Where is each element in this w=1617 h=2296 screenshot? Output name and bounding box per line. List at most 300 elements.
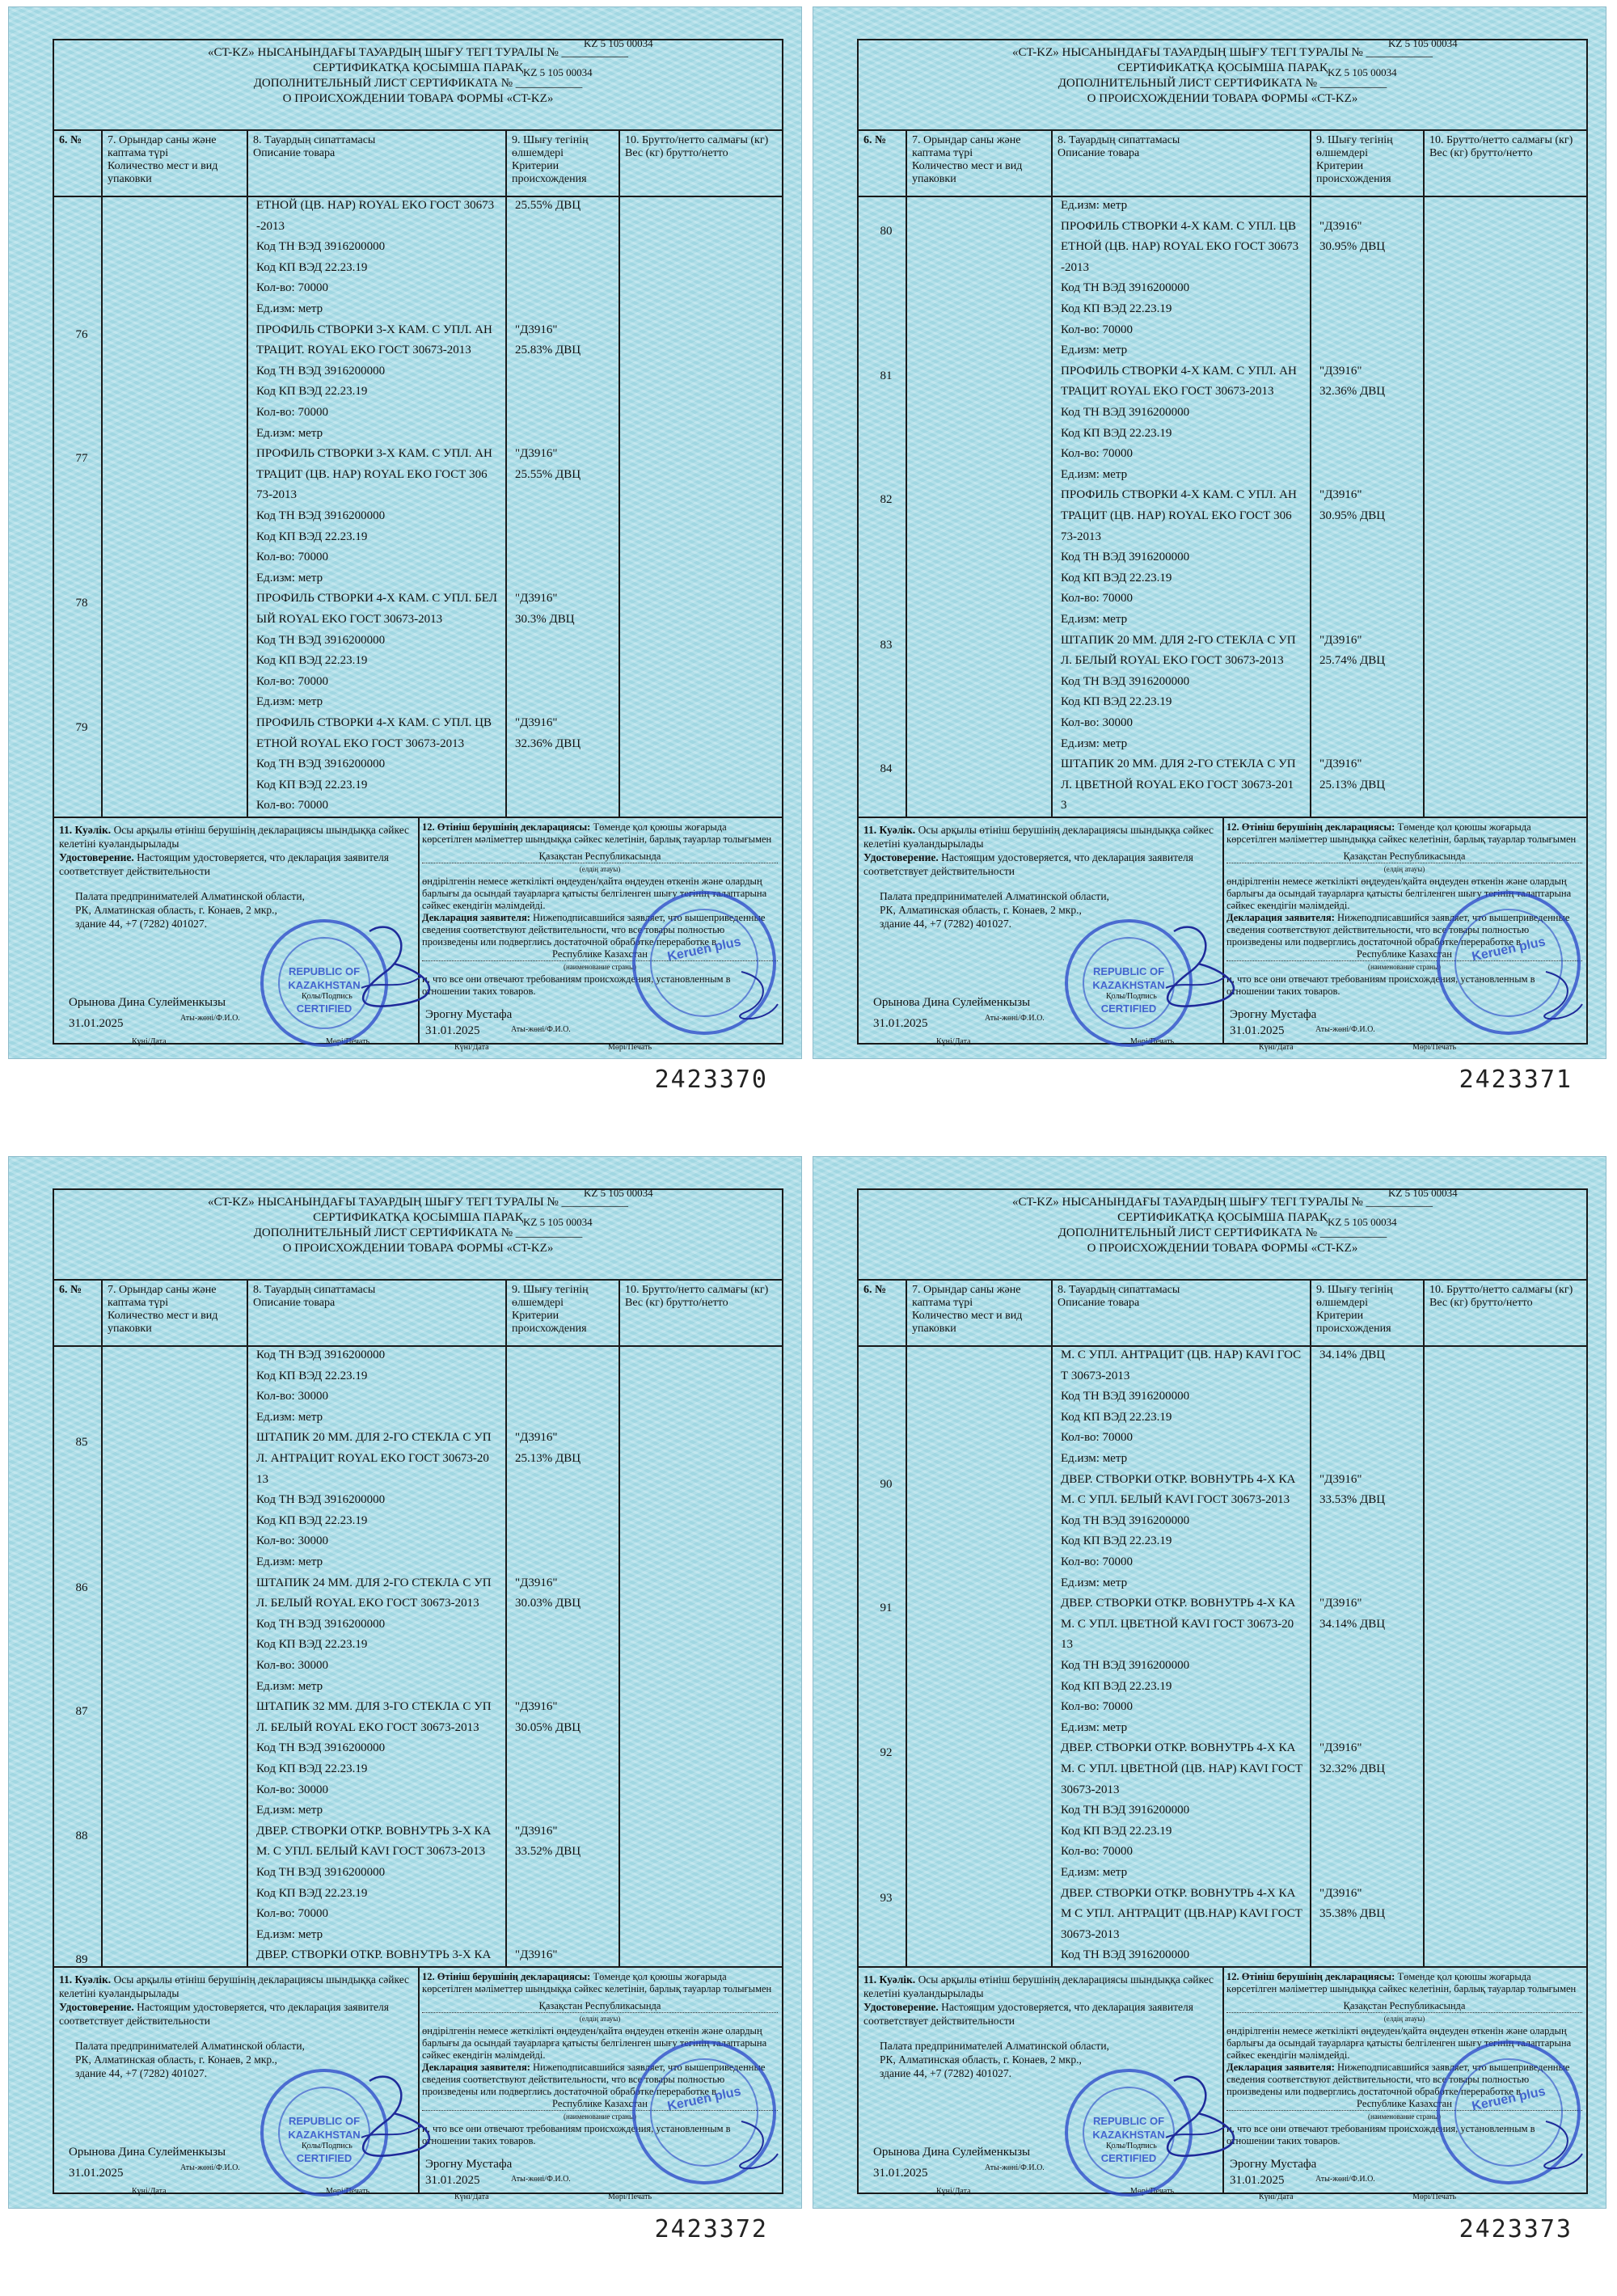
item-description: Код КП ВЭД 22.23.19 — [1061, 1534, 1172, 1548]
sheet-serial-number: 2423370 — [654, 1066, 768, 1094]
origin-criteria: 32.32% ДВЦ — [1319, 1762, 1386, 1775]
item-description: Кол-во: 30000 — [256, 1659, 328, 1672]
table-row — [54, 1863, 782, 1883]
table-row — [859, 361, 1586, 382]
origin-criteria: "Д3916" — [1319, 758, 1362, 771]
sheet-serial-number: 2423373 — [1459, 2215, 1573, 2243]
item-number: 80 — [880, 224, 893, 238]
item-description: ШТАПИК 24 ММ. ДЛЯ 2-ГО СТЕКЛА С УП — [256, 1576, 492, 1589]
table-row — [859, 1573, 1586, 1593]
table-row — [54, 1386, 782, 1407]
table-row — [54, 444, 782, 464]
applicant-stamp-label: Мөрі/Печать — [1412, 2193, 1456, 2201]
table-row — [54, 278, 782, 298]
country-kz-hint: (елдің атауы) — [1383, 865, 1425, 873]
form-footer — [859, 1966, 1586, 2201]
title-ru: ДОПОЛНИТЕЛЬНЫЙ ЛИСТ СЕРТИФИКАТА № ___________ — [1058, 1226, 1387, 1239]
box-12-text-kz-2: өндірілгенін немесе жеткілікті өңдеуден/қайта өңдеуден өткенін және олардың барлығы да осындай тауарларға қатысты белгіленген шығу тегінің талаптарына сәйкес екендігін мәлімдейді. — [422, 2025, 767, 2061]
item-description: ШТАПИК 32 ММ. ДЛЯ 3-ГО СТЕКЛА С УП — [256, 1700, 492, 1714]
country-ru-hint: (наименование страны) — [563, 963, 637, 971]
form-frame — [857, 37, 1588, 1052]
applicant-name: Эрогну Мустафа — [425, 1008, 513, 1021]
form-footer — [54, 817, 782, 1052]
item-description: ДВЕР. СТВОРКИ ОТКР. ВОВНУТРЬ 4-Х КА — [1061, 1472, 1296, 1486]
title-kz: «CT-KZ» НЫСАНЫНДАҒЫ ТАУАРДЫҢ ШЫҒУ ТЕГІ ТУРАЛЫ № ___________ — [207, 46, 629, 59]
issuer-signature — [345, 915, 434, 1020]
item-description: -2013 — [256, 219, 285, 233]
table-row — [54, 651, 782, 671]
table-row — [859, 1345, 1586, 1365]
item-description: М. С УПЛ. БЕЛЫЙ KAVI ГОСТ 30673-2013 — [1061, 1493, 1290, 1507]
country-ru: Республике Казахстан — [422, 2098, 778, 2111]
item-description: Ед.изм: метр — [1061, 736, 1128, 750]
item-description: Код КП ВЭД 22.23.19 — [256, 385, 368, 399]
table-row — [859, 651, 1586, 671]
goods-table-body — [859, 1345, 1586, 1966]
box-12-title: 12. Өтініш берушінің декларациясы: — [1226, 821, 1395, 833]
item-description: ДВЕР. СТВОРКИ ОТКР. ВОВНУТРЬ 3-Х КА — [256, 1948, 492, 1962]
box-12-text-kz: Төменде қол қоюшы жоғарыда көрсетілген мәліметтер шындыққа сәйкес келетінін, барлық тауарлар толығымен — [1226, 821, 1577, 845]
origin-criteria: 25.83% ДВЦ — [515, 344, 581, 357]
table-row — [54, 1904, 782, 1924]
chamber-line-1: Палата предпринимателей Алматинской области, — [880, 890, 1109, 902]
subtitle-kz: СЕРТИФИКАТҚА ҚОСЫМША ПАРАҚ — [1117, 61, 1328, 74]
chamber-stamp-text: REPUBLIC OF KAZAKHSTAN — [288, 965, 361, 991]
chamber-stamp-certified: CERTIFIED — [1100, 2152, 1157, 2164]
item-description: Код КП ВЭД 22.23.19 — [256, 1638, 368, 1652]
table-row — [859, 1677, 1586, 1697]
item-description: Л. АНТРАЦИТ ROYAL EKO ГОСТ 30673-20 — [256, 1452, 489, 1465]
origin-criteria: "Д3916" — [515, 447, 558, 461]
item-description: Код КП ВЭД 22.23.19 — [256, 1762, 368, 1775]
issuer-name-label: Аты-жөні/Ф.И.О. — [985, 1014, 1045, 1023]
box-12-text-ru: Нижеподписавшийся заявляет, что вышеприведенные сведения соответствуют действительности, что все товары полностью произведены или подверглись достаточной обработке/переработке в — [422, 912, 766, 948]
subtitle-kz: СЕРТИФИКАТҚА ҚОСЫМША ПАРАҚ — [313, 61, 523, 74]
table-row — [54, 485, 782, 505]
table-row — [859, 1408, 1586, 1428]
table-row — [54, 424, 782, 444]
table-row — [859, 465, 1586, 485]
applicant-name: Эрогну Мустафа — [425, 2158, 513, 2171]
chamber-line-3: здание 44, +7 (7282) 401027. — [880, 2067, 1011, 2079]
origin-criteria: 33.53% ДВЦ — [1319, 1493, 1386, 1507]
issuer-signature — [345, 2065, 434, 2170]
cert-number-a: KZ 5 105 00034 — [584, 37, 653, 49]
item-description: М. С УПЛ. АНТРАЦИТ (ЦВ. НАР) KAVI ГОС — [1061, 1348, 1302, 1361]
applicant-name-label: Аты-жөні/Ф.И.О. — [1315, 2175, 1375, 2184]
goods-table-body — [859, 196, 1586, 817]
table-row — [859, 672, 1586, 692]
form-header — [859, 1187, 1586, 1279]
table-row — [859, 1366, 1586, 1386]
certificate-sheet — [813, 6, 1605, 1134]
subtitle-ru: О ПРОИСХОЖДЕНИИ ТОВАРА ФОРМЫ «CT-KZ» — [1087, 1242, 1358, 1255]
applicant-date-label: Күні/Дата — [454, 1043, 489, 1052]
origin-criteria: "Д3916" — [1319, 1597, 1362, 1610]
box-11-title: 11. Куәлік. — [863, 1973, 916, 1986]
issue-date-label: Күні/Дата — [132, 2187, 167, 2196]
table-row — [859, 320, 1586, 340]
col-description-label: 8. Тауардың сипаттамасы Описание товара — [1058, 134, 1180, 159]
table-row — [859, 1925, 1586, 1945]
col-criteria-label: 9. Шығу тегінің өлшемдері Критерии происхождения — [1316, 134, 1393, 185]
title-ru: ДОПОЛНИТЕЛЬНЫЙ ЛИСТ СЕРТИФИКАТА № ___________ — [253, 77, 583, 90]
item-description: Кол-во: 30000 — [256, 1783, 328, 1796]
table-row — [859, 1531, 1586, 1551]
form-header — [54, 37, 782, 129]
box-11-title-ru: Удостоверение. — [863, 2001, 939, 2013]
item-description: ЫЙ ROYAL EKO ГОСТ 30673-2013 — [256, 613, 443, 626]
subtitle-kz: СЕРТИФИКАТҚА ҚОСЫМША ПАРАҚ — [313, 1211, 523, 1224]
col-number-label: 6. № — [59, 1284, 82, 1296]
item-description: 3 — [1061, 799, 1067, 812]
table-row — [859, 527, 1586, 547]
chamber-stamp-text: REPUBLIC OF KAZAKHSTAN — [1092, 965, 1165, 991]
subtitle-ru: О ПРОИСХОЖДЕНИИ ТОВАРА ФОРМЫ «CT-KZ» — [282, 1242, 554, 1255]
table-row — [859, 713, 1586, 733]
sheet-serial-number: 2423372 — [654, 2215, 768, 2243]
item-description: Ед.изм: метр — [1061, 1866, 1128, 1879]
applicant-stamp-text: Keruen plus — [1471, 935, 1547, 964]
box-12-title: 12. Өтініш берушінің декларациясы: — [1226, 1971, 1395, 1982]
table-row — [54, 1552, 782, 1572]
table-row — [54, 1511, 782, 1531]
origin-criteria: "Д3916" — [1319, 1886, 1362, 1900]
item-description: Л. БЕЛЫЙ ROYAL EKO ГОСТ 30673-2013 — [1061, 654, 1284, 668]
table-row — [859, 217, 1586, 237]
table-row — [859, 734, 1586, 754]
table-row — [859, 506, 1586, 526]
item-description: 30673-2013 — [1061, 1927, 1120, 1941]
origin-criteria: 25.55% ДВЦ — [515, 467, 581, 481]
table-row — [859, 1904, 1586, 1924]
table-row — [859, 1800, 1586, 1821]
box-12-text-ru-end: и, что все они отвечают требованиям происхождения, установленным в отношении таких товаров. — [422, 973, 731, 997]
table-row — [859, 258, 1586, 278]
item-number: 77 — [75, 452, 88, 466]
country-kz: Қазақстан Республикасында — [422, 2000, 778, 2013]
stamp-label: Мөрі/Печать — [1130, 2187, 1174, 2196]
cert-number-b: KZ 5 105 00034 — [523, 66, 593, 78]
origin-criteria: "Д3916" — [515, 1948, 558, 1962]
column-headers — [54, 1279, 782, 1347]
origin-criteria: "Д3916" — [515, 1824, 558, 1838]
table-row — [859, 692, 1586, 712]
table-row — [54, 672, 782, 692]
table-row — [859, 631, 1586, 651]
item-description: 13 — [256, 1472, 268, 1486]
chamber-stamp-certified: CERTIFIED — [296, 1002, 353, 1015]
table-row — [54, 1490, 782, 1510]
item-description: Кол-во: 70000 — [1061, 447, 1133, 461]
applicant-stamp-text: Keruen plus — [666, 935, 742, 964]
item-description: ПРОФИЛЬ СТВОРКИ 4-Х КАМ. С УПЛ. АН — [1061, 488, 1297, 502]
table-row — [54, 1449, 782, 1469]
cert-number-b: KZ 5 105 00034 — [1328, 1216, 1397, 1228]
issue-date-label: Күні/Дата — [936, 2187, 971, 2196]
col-packages-label: 7. Орындар саны және каптама түрі Количество мест и вид упаковки — [912, 134, 1023, 185]
table-row — [859, 444, 1586, 464]
origin-criteria: "Д3916" — [1319, 633, 1362, 647]
item-description: ШТАПИК 20 ММ. ДЛЯ 2-ГО СТЕКЛА С УП — [256, 1431, 492, 1445]
issuer-name: Орынова Дина Сулейменкызы — [69, 996, 226, 1009]
box-12-title-ru: Декларация заявителя: — [1226, 912, 1335, 923]
item-description: М С УПЛ. АНТРАЦИТ (ЦВ.НАР) KAVI ГОСТ — [1061, 1907, 1302, 1921]
issuer-name-label: Аты-жөні/Ф.И.О. — [180, 2163, 240, 2172]
item-description: Кол-во: 30000 — [1061, 716, 1133, 729]
table-row — [54, 1759, 782, 1779]
table-row — [54, 1635, 782, 1655]
item-description: Код КП ВЭД 22.23.19 — [256, 530, 368, 543]
item-description: Л. БЕЛЫЙ ROYAL EKO ГОСТ 30673-2013 — [256, 1720, 479, 1734]
origin-criteria: "Д3916" — [515, 1576, 558, 1589]
certificate-sheet — [8, 6, 800, 1134]
country-kz-hint: (елдің атауы) — [1383, 2015, 1425, 2023]
table-row — [54, 1593, 782, 1614]
table-row — [54, 299, 782, 319]
sign-label: Қолы/Подпись — [302, 2142, 353, 2150]
item-description: ТРАЦИТ (ЦВ. НАР) ROYAL EKO ГОСТ 306 — [256, 467, 488, 481]
item-description: Кол-во: 70000 — [256, 406, 328, 419]
table-row — [859, 485, 1586, 505]
country-ru-hint: (наименование страны) — [1367, 963, 1442, 971]
item-description: Код ТН ВЭД 3916200000 — [256, 364, 386, 378]
title-kz: «CT-KZ» НЫСАНЫНДАҒЫ ТАУАРДЫҢ ШЫҒУ ТЕГІ ТУРАЛЫ № ___________ — [207, 1196, 629, 1209]
box-11-title-ru: Удостоверение. — [59, 851, 134, 863]
applicant-stamp-label: Мөрі/Печать — [608, 1043, 652, 1052]
box-11-title: 11. Куәлік. — [59, 824, 112, 836]
item-description: ПРОФИЛЬ СТВОРКИ 4-Х КАМ. С УПЛ. БЕЛ — [256, 592, 497, 606]
item-description: 30673-2013 — [1061, 1783, 1120, 1796]
col-description-label: 8. Тауардың сипаттамасы Описание товара — [253, 1284, 376, 1309]
issue-date: 31.01.2025 — [69, 1017, 124, 1030]
item-description: ДВЕР. СТВОРКИ ОТКР. ВОВНУТРЬ 4-Х КА — [1061, 1741, 1296, 1755]
table-row — [54, 796, 782, 816]
table-row — [54, 610, 782, 630]
form-footer — [859, 817, 1586, 1052]
item-description: Л. ЦВЕТНОЙ ROYAL EKO ГОСТ 30673-201 — [1061, 778, 1294, 791]
table-row — [54, 1408, 782, 1428]
box-11-text-kz: Осы арқылы өтініш берушінің декларациясы шындыққа сәйкес келетіні куәландырылады — [863, 824, 1214, 850]
table-row — [54, 1945, 782, 1965]
form-header — [859, 37, 1586, 129]
origin-criteria: 32.36% ДВЦ — [515, 736, 581, 750]
applicant-date: 31.01.2025 — [425, 1024, 480, 1037]
origin-criteria: "Д3916" — [515, 716, 558, 729]
item-description: ЕТНОЙ (ЦВ. НАР) ROYAL EKO ГОСТ 30673 — [1061, 240, 1299, 254]
table-row — [54, 1656, 782, 1676]
table-row — [859, 568, 1586, 589]
item-description: Кол-во: 70000 — [1061, 592, 1133, 606]
chamber-line-3: здание 44, +7 (7282) 401027. — [75, 2067, 207, 2079]
column-headers — [54, 129, 782, 197]
item-description: ПРОФИЛЬ СТВОРКИ 3-Х КАМ. С УПЛ. АН — [256, 323, 492, 336]
box-12-text-kz-2: өндірілгенін немесе жеткілікті өңдеуден/қайта өңдеуден өткенін және олардың барлығы да осындай тауарларға қатысты белгіленген шығу тегінің талаптарына сәйкес екендігін мәлімдейді. — [1226, 876, 1572, 911]
col-number-label: 6. № — [863, 134, 887, 146]
table-row — [54, 403, 782, 423]
item-number: 85 — [75, 1436, 88, 1450]
item-description: М. С УПЛ. БЕЛЫЙ KAVI ГОСТ 30673-2013 — [256, 1845, 486, 1859]
country-ru-hint: (наименование страны) — [1367, 2112, 1442, 2121]
sign-label: Қолы/Подпись — [1106, 2142, 1157, 2150]
col-weight-label: 10. Брутто/нетто салмағы (кг) Вес (кг) брутто/нетто — [625, 134, 769, 159]
box-12-text-ru: Нижеподписавшийся заявляет, что вышеприведенные сведения соответствуют действительности, что все товары полностью произведены или подверглись достаточной обработке/переработке в — [1226, 912, 1570, 948]
table-row — [54, 1614, 782, 1635]
item-description: М. С УПЛ. ЦВЕТНОЙ KAVI ГОСТ 30673-20 — [1061, 1617, 1294, 1631]
item-description: Код ТН ВЭД 3916200000 — [256, 1866, 386, 1879]
subtitle-kz: СЕРТИФИКАТҚА ҚОСЫМША ПАРАҚ — [1117, 1211, 1328, 1224]
certificate-sheet — [8, 1156, 800, 2284]
item-description: ШТАПИК 20 ММ. ДЛЯ 2-ГО СТЕКЛА С УП — [1061, 758, 1296, 771]
item-description: Ед.изм: метр — [256, 1555, 323, 1568]
item-description: Кол-во: 70000 — [1061, 323, 1133, 336]
form-header — [54, 1187, 782, 1279]
table-row — [54, 196, 782, 216]
table-row — [859, 1884, 1586, 1904]
table-row — [54, 1842, 782, 1862]
item-description: ТРАЦИТ ROYAL EKO ГОСТ 30673-2013 — [1061, 385, 1274, 399]
form-footer — [54, 1966, 782, 2201]
item-description: Ед.изм: метр — [1061, 613, 1128, 626]
origin-criteria: 33.52% ДВЦ — [515, 1845, 581, 1859]
form-frame — [53, 1187, 783, 2201]
table-row — [859, 424, 1586, 444]
table-row — [54, 547, 782, 568]
item-description: Код ТН ВЭД 3916200000 — [1061, 551, 1190, 564]
item-description: Ед.изм: метр — [256, 571, 323, 585]
chamber-line-3: здание 44, +7 (7282) 401027. — [75, 918, 207, 930]
chamber-line-1: Палата предпринимателей Алматинской области, — [75, 2040, 305, 2052]
issue-date: 31.01.2025 — [873, 2167, 928, 2180]
table-row — [54, 1573, 782, 1593]
box-12-text-kz-2: өндірілгенін немесе жеткілікті өңдеуден/қайта өңдеуден өткенін және олардың барлығы да осындай тауарларға қатысты белгіленген шығу тегінің талаптарына сәйкес екендігін мәлімдейді. — [1226, 2025, 1572, 2061]
item-description: Код КП ВЭД 22.23.19 — [256, 778, 368, 791]
table-row — [54, 237, 782, 257]
chamber-line-1: Палата предпринимателей Алматинской области, — [75, 890, 305, 902]
item-description: Код ТН ВЭД 3916200000 — [1061, 1948, 1190, 1962]
item-description: ДВЕР. СТВОРКИ ОТКР. ВОВНУТРЬ 3-Х КА — [256, 1824, 492, 1838]
item-description: Код ТН ВЭД 3916200000 — [1061, 1659, 1190, 1672]
table-row — [54, 713, 782, 733]
table-row — [54, 258, 782, 278]
table-row — [54, 1697, 782, 1717]
item-description: Ед.изм: метр — [256, 426, 323, 440]
table-row — [859, 1697, 1586, 1717]
applicant-name-label: Аты-жөні/Ф.И.О. — [511, 2175, 571, 2184]
applicant-signature — [733, 964, 782, 1028]
item-description: ПРОФИЛЬ СТВОРКИ 4-Х КАМ. С УПЛ. ЦВ — [1061, 219, 1296, 233]
chamber-stamp-certified: CERTIFIED — [1100, 1002, 1157, 1015]
table-row — [859, 403, 1586, 423]
issuer-name-label: Аты-жөні/Ф.И.О. — [180, 1014, 240, 1023]
item-description: Кол-во: 30000 — [256, 1390, 328, 1403]
item-description: Кол-во: 70000 — [1061, 1845, 1133, 1859]
box-12-text-ru-end: и, что все они отвечают требованиям происхождения, установленным в отношении таких товаров. — [422, 2123, 731, 2146]
item-description: Код КП ВЭД 22.23.19 — [256, 654, 368, 668]
cert-number-a: KZ 5 105 00034 — [1388, 1187, 1458, 1199]
box-11-title-ru: Удостоверение. — [863, 851, 939, 863]
col-weight-label: 10. Брутто/нетто салмағы (кг) Вес (кг) брутто/нетто — [1429, 134, 1573, 159]
applicant-signature — [1538, 2113, 1586, 2178]
box-12-text-kz-2: өндірілгенін немесе жеткілікті өңдеуден/қайта өңдеуден өткенін және олардың барлығы да осындай тауарларға қатысты белгіленген шығу тегінің талаптарына сәйкес екендігін мәлімдейді. — [422, 876, 767, 911]
table-row — [54, 340, 782, 361]
col-packages-label: 7. Орындар саны және каптама түрі Количество мест и вид упаковки — [912, 1284, 1023, 1335]
item-description: Код КП ВЭД 22.23.19 — [256, 1886, 368, 1900]
table-row — [54, 361, 782, 382]
item-description: ПРОФИЛЬ СТВОРКИ 4-Х КАМ. С УПЛ. АН — [1061, 364, 1297, 378]
form-frame — [857, 1187, 1588, 2201]
item-number: 82 — [880, 493, 893, 507]
item-description: Код ТН ВЭД 3916200000 — [256, 240, 386, 254]
applicant-signature — [733, 2113, 782, 2178]
item-number: 79 — [75, 721, 88, 734]
table-row — [859, 278, 1586, 298]
item-description: ЕТНОЙ (ЦВ. НАР) ROYAL EKO ГОСТ 30673 — [256, 199, 495, 212]
origin-criteria: "Д3916" — [515, 1700, 558, 1714]
country-ru-hint: (наименование страны) — [563, 2112, 637, 2121]
box-11-title: 11. Куәлік. — [863, 824, 916, 836]
column-headers — [859, 1279, 1586, 1347]
issue-date-label: Күні/Дата — [132, 1037, 167, 1046]
col-description-label: 8. Тауардың сипаттамасы Описание товара — [253, 134, 376, 159]
applicant-name: Эрогну Мустафа — [1230, 1008, 1317, 1021]
col-criteria-label: 9. Шығу тегінің өлшемдері Критерии происхождения — [512, 1284, 589, 1335]
title-kz: «CT-KZ» НЫСАНЫНДАҒЫ ТАУАРДЫҢ ШЫҒУ ТЕГІ ТУРАЛЫ № ___________ — [1011, 46, 1433, 59]
applicant-date: 31.01.2025 — [1230, 2174, 1285, 2187]
item-description: Ед.изм: метр — [256, 695, 323, 709]
col-number-label: 6. № — [863, 1284, 887, 1296]
chamber-stamp-text: REPUBLIC OF KAZAKHSTAN — [1092, 2115, 1165, 2141]
col-criteria-label: 9. Шығу тегінің өлшемдері Критерии происхождения — [1316, 1284, 1393, 1335]
table-row — [54, 1800, 782, 1821]
issuer-signature — [1150, 2065, 1239, 2170]
box-11-text-ru: Настоящим удостоверяется, что декларация заявителя соответствует действительности — [863, 851, 1193, 877]
item-number: 88 — [75, 1829, 88, 1842]
applicant-stamp-label: Мөрі/Печать — [1412, 1043, 1456, 1052]
item-description: Код ТН ВЭД 3916200000 — [1061, 281, 1190, 295]
box-12-title-ru: Декларация заявителя: — [422, 912, 530, 923]
item-description: Кол-во: 70000 — [1061, 1555, 1133, 1568]
table-row — [859, 610, 1586, 630]
country-ru: Республике Казахстан — [422, 948, 778, 961]
item-description: Код ТН ВЭД 3916200000 — [256, 1741, 386, 1755]
table-row — [54, 568, 782, 589]
applicant-signature — [1538, 964, 1586, 1028]
item-description: Код ТН ВЭД 3916200000 — [1061, 1390, 1190, 1403]
table-row — [859, 1428, 1586, 1448]
box-12-title-ru: Декларация заявителя: — [422, 2062, 530, 2073]
item-description: Ед.изм: метр — [256, 302, 323, 315]
item-description: ШТАПИК 20 ММ. ДЛЯ 2-ГО СТЕКЛА С УП — [1061, 633, 1296, 647]
country-ru: Республике Казахстан — [1226, 948, 1582, 961]
issuer-signature — [1150, 915, 1239, 1020]
country-kz-hint: (елдің атауы) — [579, 2015, 621, 2023]
item-description: Код КП ВЭД 22.23.19 — [1061, 571, 1172, 585]
cert-number-b: KZ 5 105 00034 — [1328, 66, 1397, 78]
country-kz: Қазақстан Республикасында — [1226, 850, 1582, 863]
item-description: Код КП ВЭД 22.23.19 — [256, 1513, 368, 1527]
col-description-label: 8. Тауардың сипаттамасы Описание товара — [1058, 1284, 1180, 1309]
box-11-text-kz: Осы арқылы өтініш берушінің декларациясы шындыққа сәйкес келетіні куәландырылады — [59, 1973, 410, 1999]
item-description: Код ТН ВЭД 3916200000 — [256, 1617, 386, 1631]
item-number: 83 — [880, 638, 893, 652]
origin-criteria: 30.3% ДВЦ — [515, 613, 575, 626]
applicant-name-label: Аты-жөні/Ф.И.О. — [511, 1025, 571, 1034]
origin-criteria: 25.74% ДВЦ — [1319, 654, 1386, 668]
issuer-name: Орынова Дина Сулейменкызы — [69, 2146, 226, 2159]
chamber-line-3: здание 44, +7 (7282) 401027. — [880, 918, 1011, 930]
origin-criteria: 34.14% ДВЦ — [1319, 1617, 1386, 1631]
